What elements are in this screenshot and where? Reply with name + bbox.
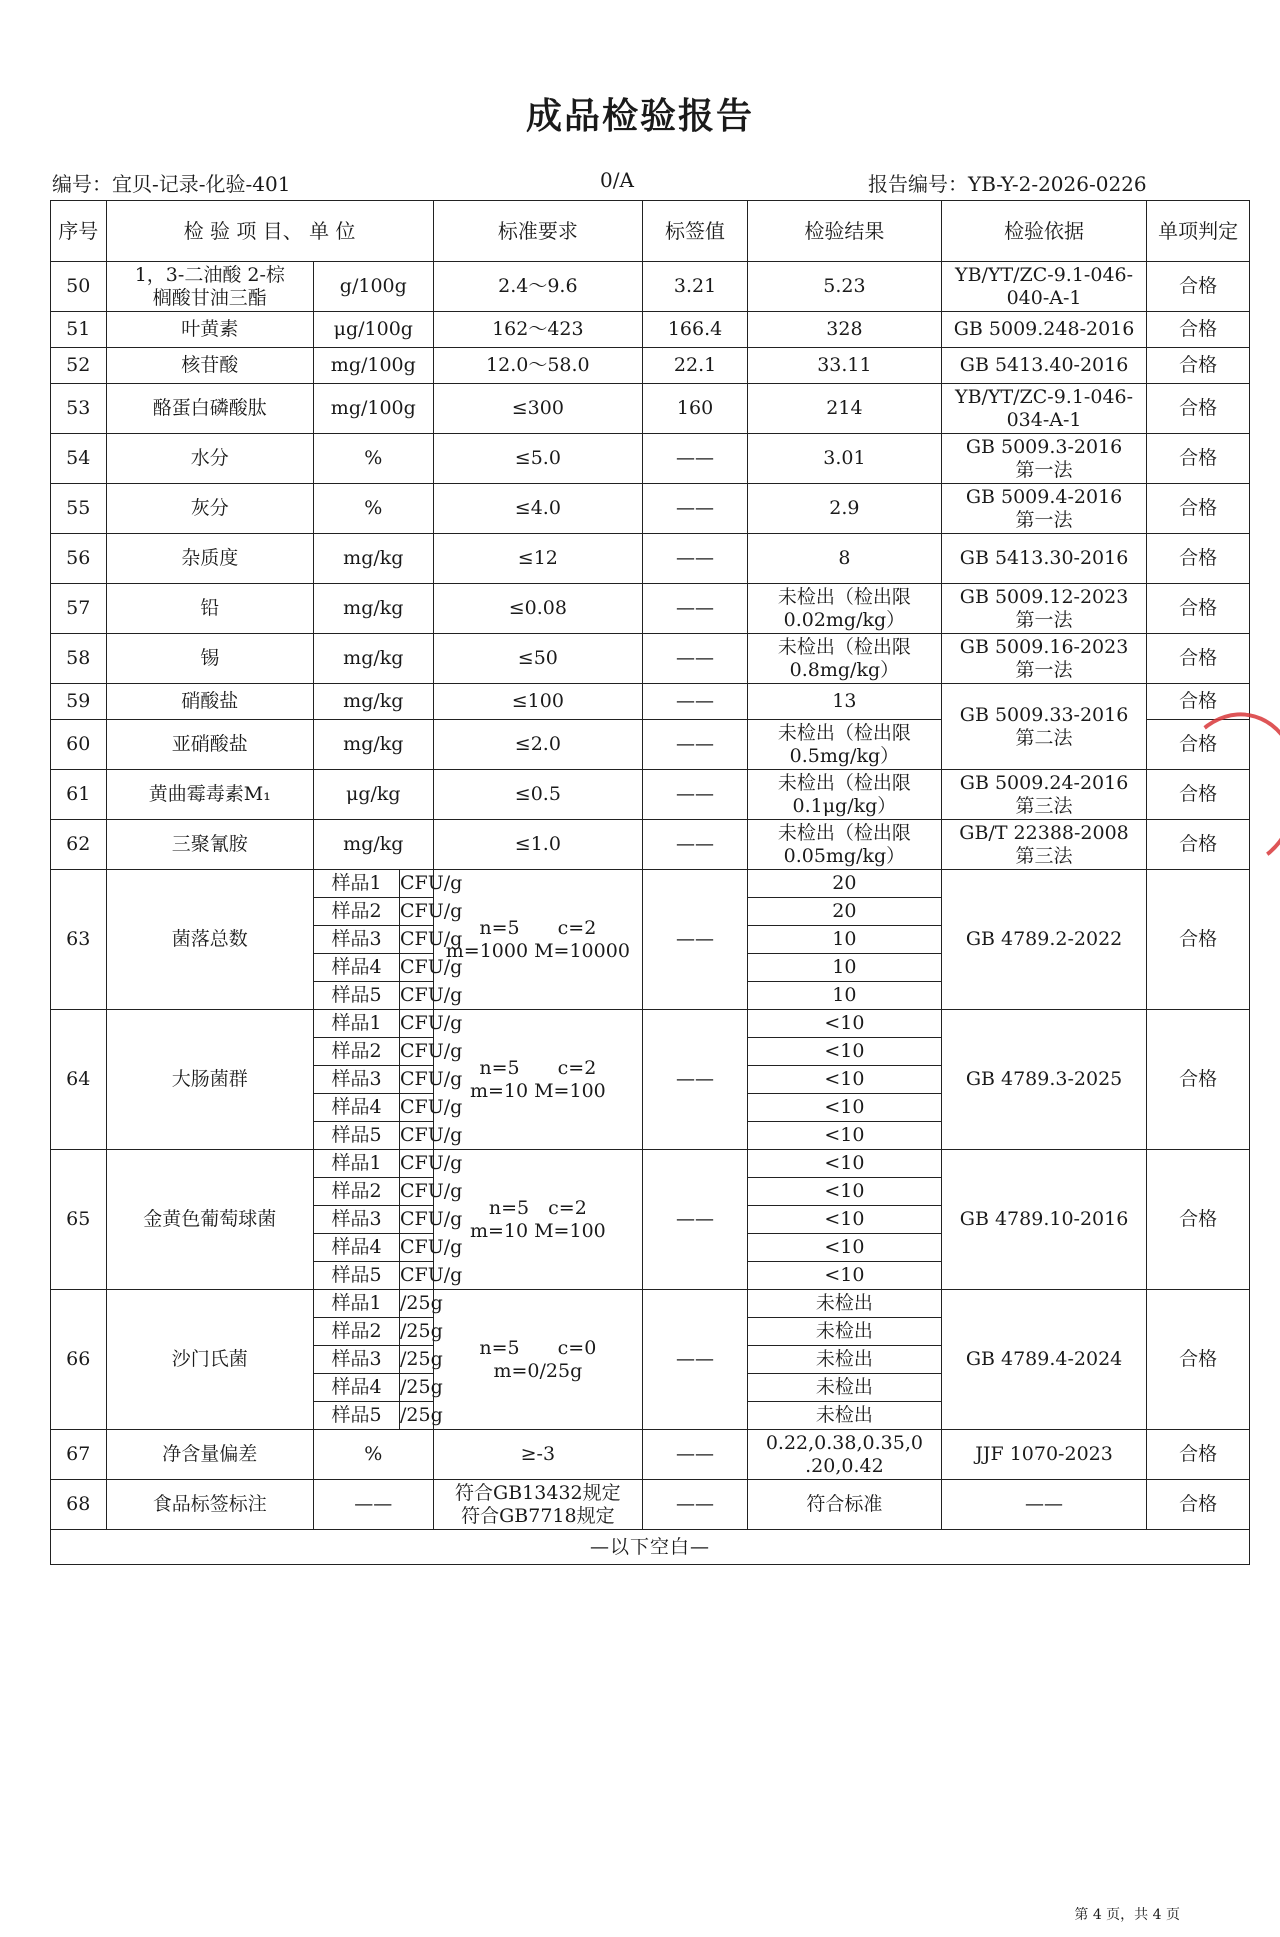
test-result: 2.9 (747, 484, 941, 534)
sample-name: 样品3 (314, 1206, 400, 1234)
label-value: 22.1 (643, 348, 748, 384)
judgement: 合格 (1147, 1150, 1250, 1290)
label-value: —— (643, 870, 748, 1010)
sample-name: 样品4 (314, 954, 400, 982)
sample-unit: /25g (400, 1374, 434, 1402)
test-basis: GB 4789.2-2022 (941, 870, 1146, 1010)
row-number: 63 (51, 870, 107, 1010)
standard-requirement: 2.4～9.6 (433, 262, 643, 312)
judgement: 合格 (1147, 434, 1250, 484)
test-result: 未检出（检出限 0.02mg/kg） (747, 584, 941, 634)
sample-unit: CFU/g (400, 1262, 434, 1290)
table-row (51, 348, 1250, 384)
test-basis: GB 5009.12-2023 第一法 (941, 584, 1146, 634)
judgement: 合格 (1147, 1290, 1250, 1430)
item-name: 核苷酸 (106, 348, 314, 384)
test-result: 未检出（检出限 0.8mg/kg） (747, 634, 941, 684)
col-judgement: 单项判定 (1147, 201, 1250, 262)
table-row (51, 1480, 1250, 1530)
table-row (51, 1150, 1250, 1178)
test-basis: GB 5413.40-2016 (941, 348, 1146, 384)
col-standard: 标准要求 (433, 201, 643, 262)
test-result: 3.01 (747, 434, 941, 484)
standard-requirement: ≤12 (433, 534, 643, 584)
item-name: 硝酸盐 (106, 684, 314, 720)
label-value: —— (643, 534, 748, 584)
item-name: 铅 (106, 584, 314, 634)
page-footer: 第 4 页，共 4 页 (1074, 1907, 1180, 1923)
sample-unit: CFU/g (400, 1206, 434, 1234)
test-result: <10 (747, 1234, 941, 1262)
item-unit: % (314, 434, 433, 484)
table-row (51, 584, 1250, 634)
item-name: 食品标签标注 (106, 1480, 314, 1530)
test-basis: GB 5009.16-2023 第一法 (941, 634, 1146, 684)
sample-unit: CFU/g (400, 926, 434, 954)
table-row (51, 312, 1250, 348)
test-basis: GB 5009.248-2016 (941, 312, 1146, 348)
standard-requirement: ≤50 (433, 634, 643, 684)
judgement: 合格 (1147, 1010, 1250, 1150)
table-row (51, 770, 1250, 820)
standard-requirement: 162～423 (433, 312, 643, 348)
sample-name: 样品3 (314, 1066, 400, 1094)
item-unit: mg/100g (314, 348, 433, 384)
sample-name: 样品4 (314, 1094, 400, 1122)
row-number: 55 (51, 484, 107, 534)
test-result: <10 (747, 1094, 941, 1122)
judgement: 合格 (1147, 384, 1250, 434)
test-basis: GB 5009.33-2016 第二法 (941, 684, 1146, 770)
sample-unit: CFU/g (400, 1010, 434, 1038)
judgement: 合格 (1147, 484, 1250, 534)
test-result: <10 (747, 1150, 941, 1178)
standard-requirement: n=5 c=2 m=10 M=100 (433, 1010, 643, 1150)
sample-name: 样品1 (314, 1150, 400, 1178)
item-name: 锡 (106, 634, 314, 684)
test-result: 未检出 (747, 1402, 941, 1430)
sample-name: 样品2 (314, 1038, 400, 1066)
row-number: 51 (51, 312, 107, 348)
sample-name: 样品3 (314, 1346, 400, 1374)
standard-requirement: ≤4.0 (433, 484, 643, 534)
item-name: 沙门氏菌 (106, 1290, 314, 1430)
table-row (51, 1290, 1250, 1318)
sample-name: 样品1 (314, 1290, 400, 1318)
sample-name: 样品5 (314, 1262, 400, 1290)
judgement: 合格 (1147, 534, 1250, 584)
table-row (51, 684, 1250, 720)
standard-requirement: ≤2.0 (433, 720, 643, 770)
standard-requirement: ≤300 (433, 384, 643, 434)
test-result: 未检出 (747, 1290, 941, 1318)
item-name: 杂质度 (106, 534, 314, 584)
item-unit: mg/kg (314, 584, 433, 634)
row-number: 65 (51, 1150, 107, 1290)
sample-unit: CFU/g (400, 982, 434, 1010)
row-number: 54 (51, 434, 107, 484)
test-result: 未检出（检出限 0.5mg/kg） (747, 720, 941, 770)
table-row (51, 384, 1250, 434)
standard-requirement: ≤100 (433, 684, 643, 720)
item-unit: μg/kg (314, 770, 433, 820)
item-unit: mg/kg (314, 534, 433, 584)
label-value: 166.4 (643, 312, 748, 348)
item-unit: mg/kg (314, 820, 433, 870)
label-value: —— (643, 1430, 748, 1480)
sample-unit: CFU/g (400, 1038, 434, 1066)
item-unit: mg/kg (314, 684, 433, 720)
label-value: —— (643, 634, 748, 684)
item-unit: μg/100g (314, 312, 433, 348)
judgement: 合格 (1147, 584, 1250, 634)
table-row (51, 484, 1250, 534)
sample-unit: CFU/g (400, 954, 434, 982)
sample-unit: CFU/g (400, 1094, 434, 1122)
test-result: <10 (747, 1262, 941, 1290)
table-row (51, 534, 1250, 584)
standard-requirement: n=5 c=2 m=1000 M=10000 (433, 870, 643, 1010)
table-row (51, 870, 1250, 898)
row-number: 53 (51, 384, 107, 434)
test-result: <10 (747, 1038, 941, 1066)
sample-name: 样品2 (314, 1318, 400, 1346)
judgement: 合格 (1147, 348, 1250, 384)
judgement: 合格 (1147, 820, 1250, 870)
test-result: 13 (747, 684, 941, 720)
item-name: 亚硝酸盐 (106, 720, 314, 770)
label-value: —— (643, 434, 748, 484)
standard-requirement: 符合GB13432规定 符合GB7718规定 (433, 1480, 643, 1530)
judgement: 合格 (1147, 634, 1250, 684)
row-number: 52 (51, 348, 107, 384)
test-result: 符合标准 (747, 1480, 941, 1530)
test-result: 33.11 (747, 348, 941, 384)
standard-requirement: n=5 c=0 m=0/25g (433, 1290, 643, 1430)
item-name: 叶黄素 (106, 312, 314, 348)
judgement: 合格 (1147, 1430, 1250, 1480)
test-basis: YB/YT/ZC-9.1-046- 040-A-1 (941, 262, 1146, 312)
table-row (51, 820, 1250, 870)
sample-unit: CFU/g (400, 1122, 434, 1150)
label-value: —— (643, 484, 748, 534)
item-name: 大肠菌群 (106, 1010, 314, 1150)
sample-name: 样品4 (314, 1234, 400, 1262)
sample-name: 样品3 (314, 926, 400, 954)
item-unit: mg/kg (314, 720, 433, 770)
sample-unit: CFU/g (400, 1066, 434, 1094)
test-basis: GB 4789.4-2024 (941, 1290, 1146, 1430)
label-value: 160 (643, 384, 748, 434)
table-row (51, 1430, 1250, 1480)
item-name: 黄曲霉毒素M₁ (106, 770, 314, 820)
row-number: 68 (51, 1480, 107, 1530)
test-result: 10 (747, 982, 941, 1010)
test-result: 20 (747, 898, 941, 926)
report-title: 成品检验报告 (525, 96, 754, 137)
report-number: 报告编号：YB-Y-2-2026-0226 (868, 172, 1147, 196)
test-result: <10 (747, 1010, 941, 1038)
sample-name: 样品5 (314, 1402, 400, 1430)
sample-unit: /25g (400, 1290, 434, 1318)
item-name: 水分 (106, 434, 314, 484)
test-result: 5.23 (747, 262, 941, 312)
col-no: 序号 (51, 201, 107, 262)
judgement: 合格 (1147, 312, 1250, 348)
label-value: —— (643, 1480, 748, 1530)
standard-requirement: ≤1.0 (433, 820, 643, 870)
label-value: —— (643, 1150, 748, 1290)
test-basis: GB 4789.3-2025 (941, 1010, 1146, 1150)
test-basis: GB 4789.10-2016 (941, 1150, 1146, 1290)
test-result: <10 (747, 1122, 941, 1150)
judgement: 合格 (1147, 770, 1250, 820)
label-value: —— (643, 770, 748, 820)
test-result: 未检出 (747, 1374, 941, 1402)
sample-unit: /25g (400, 1346, 434, 1374)
version: 0/A (600, 168, 634, 192)
item-name: 金黄色葡萄球菌 (106, 1150, 314, 1290)
label-value: —— (643, 720, 748, 770)
record-code: 编号：宜贝-记录-化验-401 (52, 172, 291, 196)
col-result: 检验结果 (747, 201, 941, 262)
test-basis: GB 5009.24-2016 第三法 (941, 770, 1146, 820)
item-unit: % (314, 1430, 433, 1480)
sample-unit: CFU/g (400, 1150, 434, 1178)
test-result: 10 (747, 926, 941, 954)
sample-name: 样品2 (314, 898, 400, 926)
item-name: 灰分 (106, 484, 314, 534)
inspection-table (50, 200, 1250, 1565)
test-basis: GB/T 22388-2008 第三法 (941, 820, 1146, 870)
test-result: 未检出 (747, 1318, 941, 1346)
item-unit: —— (314, 1480, 433, 1530)
test-result: 328 (747, 312, 941, 348)
item-unit: g/100g (314, 262, 433, 312)
test-result: 未检出（检出限 0.05mg/kg） (747, 820, 941, 870)
label-value: —— (643, 1010, 748, 1150)
item-unit: mg/100g (314, 384, 433, 434)
standard-requirement: n=5 c=2 m=10 M=100 (433, 1150, 643, 1290)
test-result: <10 (747, 1178, 941, 1206)
col-label-value: 标签值 (643, 201, 748, 262)
row-number: 58 (51, 634, 107, 684)
sample-name: 样品2 (314, 1178, 400, 1206)
table-row (51, 634, 1250, 684)
test-result: 0.22,0.38,0.35,0 .20,0.42 (747, 1430, 941, 1480)
judgement: 合格 (1147, 262, 1250, 312)
row-number: 61 (51, 770, 107, 820)
label-value: —— (643, 820, 748, 870)
test-result: 10 (747, 954, 941, 982)
item-name: 三聚氰胺 (106, 820, 314, 870)
sample-unit: CFU/g (400, 870, 434, 898)
standard-requirement: ≥-3 (433, 1430, 643, 1480)
row-number: 64 (51, 1010, 107, 1150)
label-value: —— (643, 1290, 748, 1430)
sample-unit: CFU/g (400, 1178, 434, 1206)
test-result: 20 (747, 870, 941, 898)
row-number: 57 (51, 584, 107, 634)
item-name: 菌落总数 (106, 870, 314, 1010)
label-value: —— (643, 684, 748, 720)
label-value: —— (643, 584, 748, 634)
table-row (51, 1010, 1250, 1038)
blank-note-row (51, 1530, 1250, 1565)
col-basis: 检验依据 (941, 201, 1146, 262)
sample-name: 样品1 (314, 1010, 400, 1038)
standard-requirement: ≤0.5 (433, 770, 643, 820)
sample-unit: /25g (400, 1402, 434, 1430)
row-number: 62 (51, 820, 107, 870)
item-unit: % (314, 484, 433, 534)
standard-requirement: ≤5.0 (433, 434, 643, 484)
row-number: 50 (51, 262, 107, 312)
sample-name: 样品4 (314, 1374, 400, 1402)
row-number: 60 (51, 720, 107, 770)
test-result: <10 (747, 1206, 941, 1234)
item-name: 净含量偏差 (106, 1430, 314, 1480)
table-row (51, 262, 1250, 312)
test-result: <10 (747, 1066, 941, 1094)
standard-requirement: ≤0.08 (433, 584, 643, 634)
test-basis: JJF 1070-2023 (941, 1430, 1146, 1480)
item-name: 1，3-二油酸 2-棕 榈酸甘油三酯 (106, 262, 314, 312)
col-item: 检 验 项 目、 单 位 (106, 201, 433, 262)
standard-requirement: 12.0～58.0 (433, 348, 643, 384)
test-basis: GB 5009.3-2016 第一法 (941, 434, 1146, 484)
test-basis: GB 5413.30-2016 (941, 534, 1146, 584)
sample-unit: /25g (400, 1318, 434, 1346)
judgement: 合格 (1147, 870, 1250, 1010)
table-header-row (51, 201, 1250, 262)
label-value: 3.21 (643, 262, 748, 312)
test-basis: YB/YT/ZC-9.1-046- 034-A-1 (941, 384, 1146, 434)
judgement: 合格 (1147, 1480, 1250, 1530)
row-number: 67 (51, 1430, 107, 1480)
test-result: 8 (747, 534, 941, 584)
item-unit: mg/kg (314, 634, 433, 684)
test-result: 未检出（检出限 0.1μg/kg） (747, 770, 941, 820)
test-result: 214 (747, 384, 941, 434)
row-number: 66 (51, 1290, 107, 1430)
row-number: 56 (51, 534, 107, 584)
sample-name: 样品5 (314, 1122, 400, 1150)
row-number: 59 (51, 684, 107, 720)
judgement: 合格 (1147, 684, 1250, 720)
test-basis: —— (941, 1480, 1146, 1530)
judgement: 合格 (1147, 720, 1250, 770)
item-name: 酪蛋白磷酸肽 (106, 384, 314, 434)
sample-unit: CFU/g (400, 898, 434, 926)
table-row (51, 434, 1250, 484)
sample-unit: CFU/g (400, 1234, 434, 1262)
test-result: 未检出 (747, 1346, 941, 1374)
test-basis: GB 5009.4-2016 第一法 (941, 484, 1146, 534)
sample-name: 样品5 (314, 982, 400, 1010)
sample-name: 样品1 (314, 870, 400, 898)
blank-note: —以下空白— (51, 1530, 1250, 1565)
